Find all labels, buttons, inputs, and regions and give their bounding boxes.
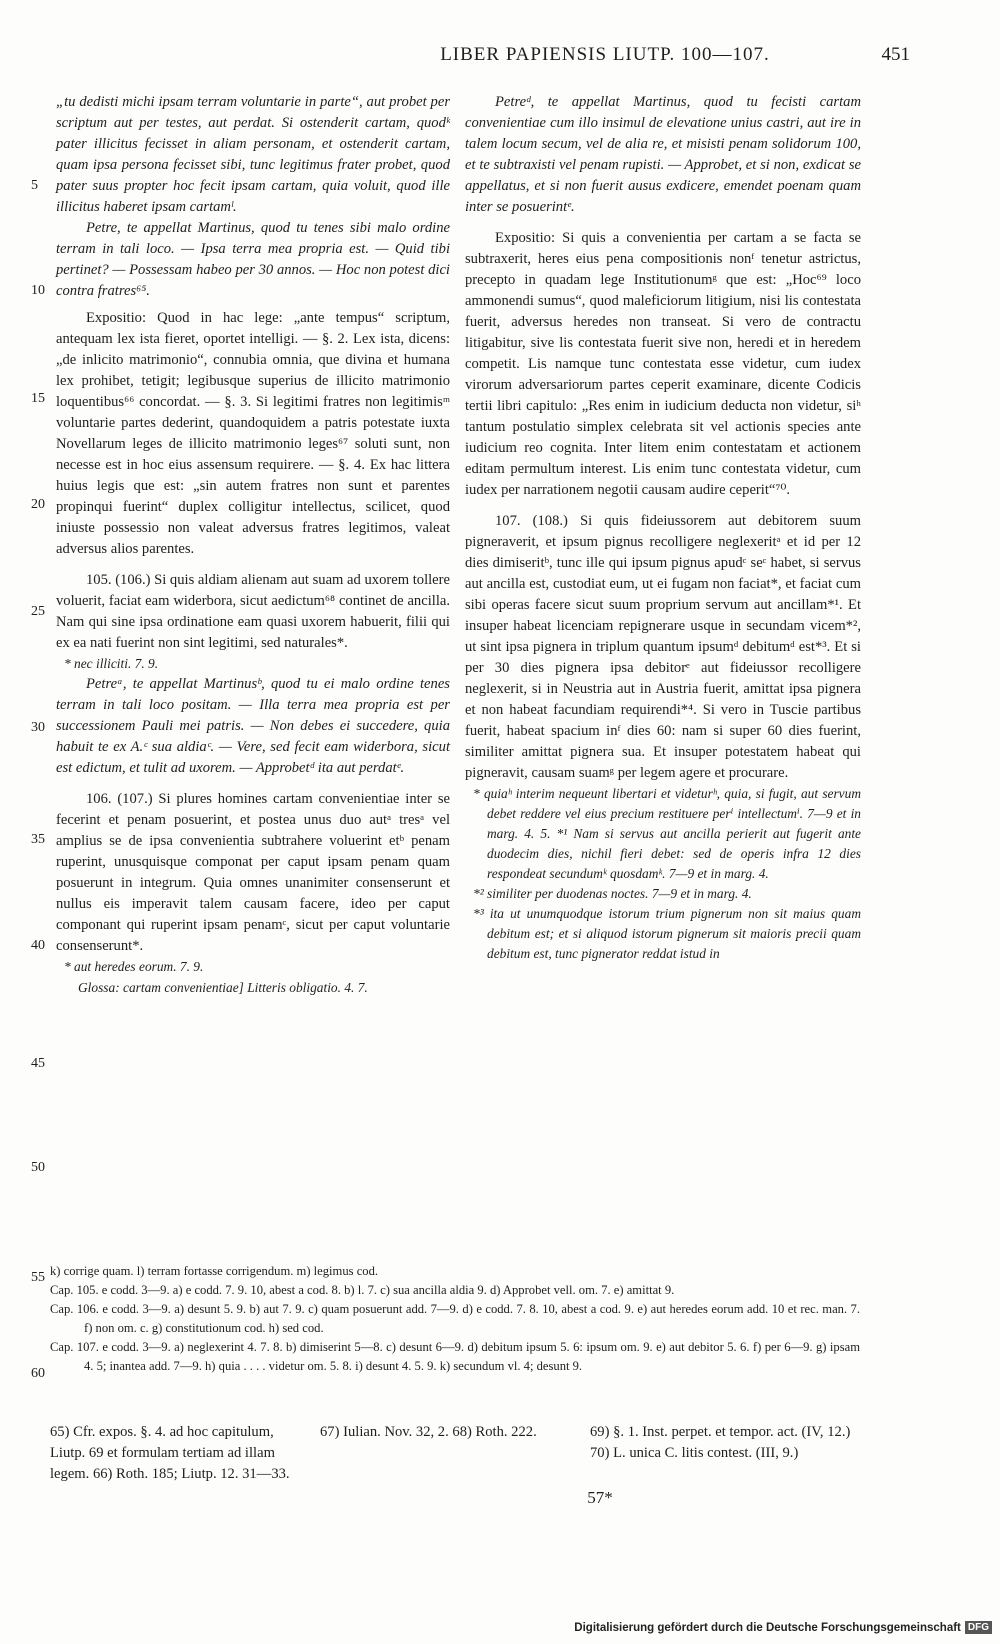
left-column bbox=[56, 92, 450, 998]
marginal-note: *² similiter per duodenas noctes. 7—9 et in marg. 4. bbox=[473, 886, 752, 901]
line-number: 25 bbox=[31, 604, 45, 619]
paragraph: „tu dedisti michi ipsam terram voluntarie in parte“, aut probet per scriptum aut per testes, aut perdat. Si ostenderit cartam, quodᵏ pater illicitus fecisset in aliam personam, et ostenderit cartam, quam ipsa persona fecisset sibi, tunc legitimus frater probet, quod pater suus propter hoc fecit ipsam cartam, quia voluit, quod ille illicitus haberet ipsam cartamˡ. bbox=[56, 94, 450, 215]
line-number: 50 bbox=[31, 1160, 45, 1175]
chapter-107: 107. (108.) Si quis fideiussorem aut debitorem suum pigneraverit, et ipsum pignus recolligere neglexeritᵃ et id per 12 dies dimiseritᵇ, tunc ille qui ipsum pignus apudᶜ seᶜ habet, si servus aut ancilla est, custodiat eum, ut ei fugam non faciat*, et faciat cum sibi operas facere sicut suum proprium servum aut ancillam*¹. Et insuper habeat licenciam repignerare usque in secundam vicem*², ut sint ipsa pignera in triplum quantum ipsumᵈ debitumᵈ est*³. Et si per 30 dies pignera ipsa debitorᵉ aut fideiussor recolligere neglexerit, si in Neustria aut in Austria fuerit, amittat ipsa pignera et non habeat facundiam requirendi*⁴. Si vero in Tuscie partibus fuerit, habeat spacium inᶠ dies 60: nam si super 60 dies fuerint, similiter amittat pignera sua. Et insuper potestatem habeat qui pigneravit, causam suamᵍ per legem agere et procurare. bbox=[465, 513, 861, 781]
footnote-line: k) corrige quam. l) terram fortasse corrigendum. m) legimus cod. bbox=[50, 1264, 379, 1278]
expositio-paragraph: Expositio: Si quis a convenientia per cartam a se facta se subtraxerit, heres eius pena compositionis nonᶠ tenetur astrictus, precepto in quadam lege Institutionumᵍ que est: „Hoc⁶⁹ loco ammonendi sumus“, quod maleficiorum litigium, nisi lis contestata fuerit, adversus heredes non transeat. Si vero de contractu litigabitur, sive lis contestata fuerit sive non, heredi et in heredem competit. Lis namque tunc contestata esse videtur, cum iudex virorum adversariorum partes ceperit examinare, dicente Codicis tertii libri capitulo: „Res enim in iudicium deducta non videtur, siʰ tantum postulatio simplex celebrata sit vel actionis species ante iudicium reo cognita. Inter litem enim contestatam et actionem editam permultum interest. Lis enim tunc contestata videtur, cum iudex per narrationem negotii causam audire ceperit“⁷⁰. bbox=[465, 230, 861, 498]
expositio-paragraph: Expositio: Quod in hac lege: „ante tempus“ scriptum, antequam lex ista fieret, oportet intelligi. — §. 2. Lex ista, dicens: „de inlicito matrimonio“, connubia omnia, que divina et humana lex prohibet, tetigit; legibusque superius de illicito matrimonio loquentibus⁶⁶ concordat. — §. 3. Si legitimi fratres non legitimisᵐ voluntarie partes dederint, quandoquidem a patris potestate iuxta Novellarum leges de illicito matrimonio leges⁶⁷ soluti sunt, non necesse est in hoc eius assensum requirere. — §. 4. Ex hac littera huius legis que est: „sin autem fratres non sunt et parentes propinqui fuerint“ duplex colligitur intellectus, scilicet, quod iniuste possessio non valeat adversus fratres legitimos, valeat adversus alios parentes. bbox=[56, 310, 450, 557]
dfg-credit-text: Digitalisierung gefördert durch die Deutsche Forschungsgemeinschaft bbox=[574, 1621, 961, 1634]
glossa-text: cartam convenientiae] Litteris obligatio. 4. 7. bbox=[123, 980, 368, 995]
signature-mark: 57* bbox=[587, 1488, 613, 1507]
formula-paragraph: Petreᵈ, te appellat Martinus, quod tu fecisti cartam convenientiae cum illo insimul de elevatione unius castri, aut ire in talem locum secum, vel de alia re, et misisti penam solidorum 100, et te subtraxisti vel penam rupisti. — Approbet, et si non, exdicat se appellatus, et si non fuerit ausus exdicere, emendet poenam quam inter se posuerintᵉ. bbox=[465, 94, 861, 215]
page-number: 451 bbox=[881, 44, 910, 65]
glossa bbox=[56, 977, 450, 998]
running-title: LIBER PAPIENSIS LIUTP. 100—107. bbox=[440, 44, 770, 65]
formula-paragraph: Petre, te appellat Martinus, quod tu tenes sibi malo ordine terram in tali loco. — Ipsa terra mea propria est. — Quid tibi pertinet? — Possessam habeo per 30 annos. — Hoc non potest dici contra fratres⁶⁵. bbox=[56, 220, 450, 299]
line-number: 10 bbox=[31, 283, 45, 298]
footnote-line: Cap. 107. e codd. 3—9. a) neglexerint 4. 7. 8. b) dimiserint 5—8. c) desunt 6—9. d) debitum ipsum 5. 6: ipsum om. 9. e) aut debitor 5. 6. f) per 6—9. g) ipsam 4. 5; inantea add. 7—9. h) quia . . . . videtur om. 5. 8. i) desunt 4. 5. 9. k) secundum vl. 4; desunt 9. bbox=[50, 1340, 860, 1373]
marginal-note: *³ ita ut unumquodque istorum trium pignerum non sit maius quam debitum est; et si aliquod istorum pignerum sit maioris precii quam debitum est, tunc pignerator reddat istud in bbox=[473, 906, 861, 961]
right-column bbox=[465, 92, 861, 964]
running-header bbox=[50, 44, 910, 78]
line-number: 45 bbox=[31, 1056, 45, 1071]
reference-column: 65) Cfr. expos. §. 4. ad hoc capitulum, Liutp. 69 et formulam tertiam ad illam legem. 66) Roth. 185; Liutp. 12. 31—33. bbox=[50, 1424, 290, 1482]
line-number: 15 bbox=[31, 391, 45, 406]
line-number: 40 bbox=[31, 938, 45, 953]
line-number: 20 bbox=[31, 497, 45, 512]
marginal-note: * aut heredes eorum. 7. 9. bbox=[64, 959, 204, 974]
reference-column: 67) Iulian. Nov. 32, 2. 68) Roth. 222. bbox=[320, 1424, 537, 1440]
line-number: 55 bbox=[31, 1270, 45, 1285]
line-number: 35 bbox=[31, 832, 45, 847]
marginal-note: * nec illiciti. 7. 9. bbox=[64, 656, 159, 671]
line-number: 60 bbox=[31, 1366, 45, 1381]
dfg-logo-icon: DFG bbox=[965, 1621, 992, 1634]
chapter-106: 106. (107.) Si plures homines cartam convenientiae inter se fecerint et penam posuerint, et postea unus duo autᵃ tresᵃ vel amplius se de ipsa convenientia subtrahere voluerint etᵇ penam ruperint, unusquisque componat per caput ipsam penam quam posuerunt in integrum. Quia omnes unanimiter consenserunt et nullus eis imperavit talem causam facere, ideo per caput componant qui ruperint ipsam penamᶜ, sicut per caput voluntarie consenserunt*. bbox=[56, 791, 450, 954]
line-number: 5 bbox=[31, 178, 38, 193]
reference-column: 69) §. 1. Inst. perpet. et tempor. act. (IV, 12.) 70) L. unica C. litis contest. (III, 9.) bbox=[590, 1424, 851, 1461]
source-references bbox=[50, 1422, 860, 1485]
critical-apparatus bbox=[50, 1262, 860, 1376]
footnote-line: Cap. 105. e codd. 3—9. a) e codd. 7. 9. 10, abest a cod. 8. b) l. 7. c) sua ancilla aldia 9. d) Approbet vell. om. 7. e) amittat 9. bbox=[50, 1283, 675, 1297]
footnote-line: Cap. 106. e codd. 3—9. a) desunt 5. 9. b) aut 7. 9. c) quam posuerunt add. 7—9. d) e codd. 7. 8. 10, abest a cod. 9. e) aut heredes eorum add. 10 et rec. man. 7. f) non om. c. g) constitutionum cod. h) sed cod. bbox=[50, 1302, 860, 1335]
chapter-105: 105. (106.) Si quis aldiam alienam aut suam ad uxorem tollere voluerit, faciat eam widerbora, sicut aedictum⁶⁸ continet de ancilla. Nam qui sine ipsa ordinatione eam quasi uxorem habuerit, filii qui ex ea nati fuerint non sint legitimi, sed naturales*. bbox=[56, 572, 450, 651]
marginal-note: * quiaʰ interim nequeunt libertari et videturʰ, quia, si fugit, aut servum debet reddere vel eius precium restituere perⁱ intellectumⁱ. 7—9 et in marg. 4. 5. *¹ Nam si servus aut ancilla perierit aut fugerit ante duodecim dies, nichil fieri debet: sed de operis infra 12 dies respondeat secundumᵏ quosdamᵏ. 7—9 et in marg. 4. bbox=[473, 786, 861, 881]
glossa-label: Glossa: bbox=[78, 980, 120, 995]
formula-paragraph: Petreᵃ, te appellat Martinusᵇ, quod tu ei malo ordine tenes terram in tali loco positam. — Illa terra mea propria est per successionem Pauli mei patris. — Non debes ei succedere, quia habuit te ex A.ᶜ sua aldiaᶜ. — Vere, sed fecit eam widerbora, sicut est edictum, et tulit ad uxorem. — Approbetᵈ ita aut perdatᵉ. bbox=[56, 676, 450, 776]
line-number: 30 bbox=[31, 720, 45, 735]
dfg-credit bbox=[574, 1621, 992, 1634]
